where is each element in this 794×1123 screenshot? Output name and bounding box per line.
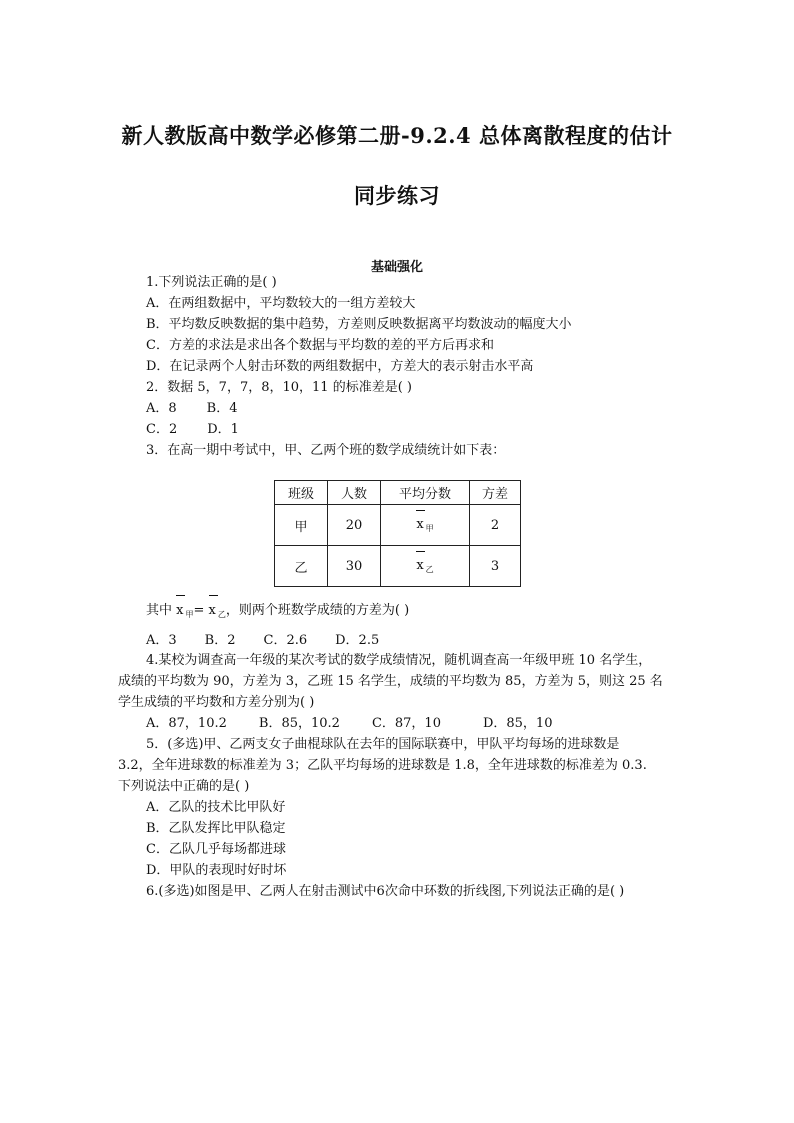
doc-title: 新人教版高中数学必修第二册-9.2.4 总体离散程度的估计 [121, 123, 673, 148]
q3-options [146, 632, 379, 650]
q4-option-d: D．85，10 [482, 716, 553, 731]
header-variance: 方差 [470, 481, 521, 505]
q1-stem: 1.下列说法正确的是( ) [146, 275, 277, 290]
xbar-symbol: x $_甲$ [176, 602, 193, 624]
q4-option-a: A．87，10.2 [146, 716, 227, 731]
q3-option-c: C．2.6 [263, 633, 308, 648]
q2-option-b: B．4 [206, 401, 238, 416]
q1-option-d: D．在记录两个人射击环数的两组数据中，方差大的表示射击水平高 [146, 359, 534, 374]
cell-variance: 3 [470, 546, 521, 587]
header-class: 班级 [275, 481, 328, 505]
table-header-row [275, 481, 521, 505]
q2-stem: 2．数据 5，7，7，8，10，11 的标准差是( ) [146, 380, 412, 395]
xbar-symbol: x $_乙$ [209, 602, 226, 624]
cell-class: 甲 [275, 505, 328, 546]
q1-option-c: C．方差的求法是求出各个数据与平均数的差的平方后再求和 [146, 338, 494, 353]
q6-stem: 6.(多选)如图是甲、乙两人在射击测试中6次命中环数的折线图,下列说法正确的是( ) [146, 884, 625, 899]
table-row [275, 546, 521, 587]
q5-option-c: C．乙队几乎每场都进球 [146, 842, 286, 857]
cell-mean [381, 505, 470, 546]
cell-class: 乙 [275, 546, 328, 587]
q3-option-b: B．2 [204, 633, 236, 648]
q5-line1: 5．(多选)甲、乙两支女子曲棍球队在去年的国际联赛中，甲队平均每场的进球数是 [146, 737, 620, 752]
section-heading: 基础强化 [370, 260, 423, 275]
q5-line3: 下列说法中正确的是( ) [118, 779, 250, 794]
cell-count: 30 [328, 546, 381, 587]
q2-option-a: A．8 [146, 401, 177, 416]
cell-variance: 2 [470, 505, 521, 546]
doc-subtitle: 同步练习 [354, 183, 440, 208]
q3-stats-table [274, 480, 521, 587]
q4-line2: 成绩的平均数为 90，方差为 3，乙班 15 名学生，成绩的平均数为 85，方差为 5，则这 25 名 [118, 674, 663, 689]
xbar-symbol: x $_乙$ [416, 558, 433, 575]
q1-option-b: B．平均数反映数据的集中趋势，方差则反映数据离平均数波动的幅度大小 [146, 317, 572, 332]
q5-option-b: B．乙队发挥比甲队稳定 [146, 821, 286, 836]
q4-option-b: B．85，10.2 [258, 716, 340, 731]
q1-option-a: A．在两组数据中，平均数较大的一组方差较大 [146, 296, 416, 311]
header-mean: 平均分数 [381, 481, 470, 505]
table-row [275, 505, 521, 546]
q2-options-ab [146, 400, 238, 418]
q2-option-d: D．1 [207, 422, 239, 437]
q5-line2: 3.2，全年进球数的标准差为 3；乙队平均每场的进球数是 1.8，全年进球数的标准差为 0.3. [118, 758, 647, 773]
q4-option-c: C．87，10 [371, 716, 441, 731]
header-count: 人数 [328, 481, 381, 505]
q3-option-a: A．3 [146, 633, 177, 648]
q4-line3: 学生成绩的平均数和方差分别为( ) [118, 695, 315, 710]
q5-option-a: A．乙队的技术比甲队好 [146, 800, 286, 815]
q4-options [146, 715, 552, 733]
q3-option-d: D．2.5 [335, 633, 380, 648]
xbar-symbol: x $_甲$ [416, 517, 433, 534]
cell-mean [381, 546, 470, 587]
q2-options-cd [146, 421, 239, 439]
q3-stem: 3．在高一期中考试中，甲、乙两个班的数学成绩统计如下表： [146, 443, 506, 458]
q5-option-d: D．甲队的表现时好时坏 [146, 863, 287, 878]
cell-count: 20 [328, 505, 381, 546]
q3-note: 其中 x $_甲$= x $_乙$，则两个班数学成绩的方差为( ) [146, 602, 409, 624]
q2-option-c: C．2 [146, 422, 178, 437]
q4-line1: 4.某校为调查高一年级的某次考试的数学成绩情况，随机调查高一年级甲班 10 名学生， [146, 653, 652, 668]
